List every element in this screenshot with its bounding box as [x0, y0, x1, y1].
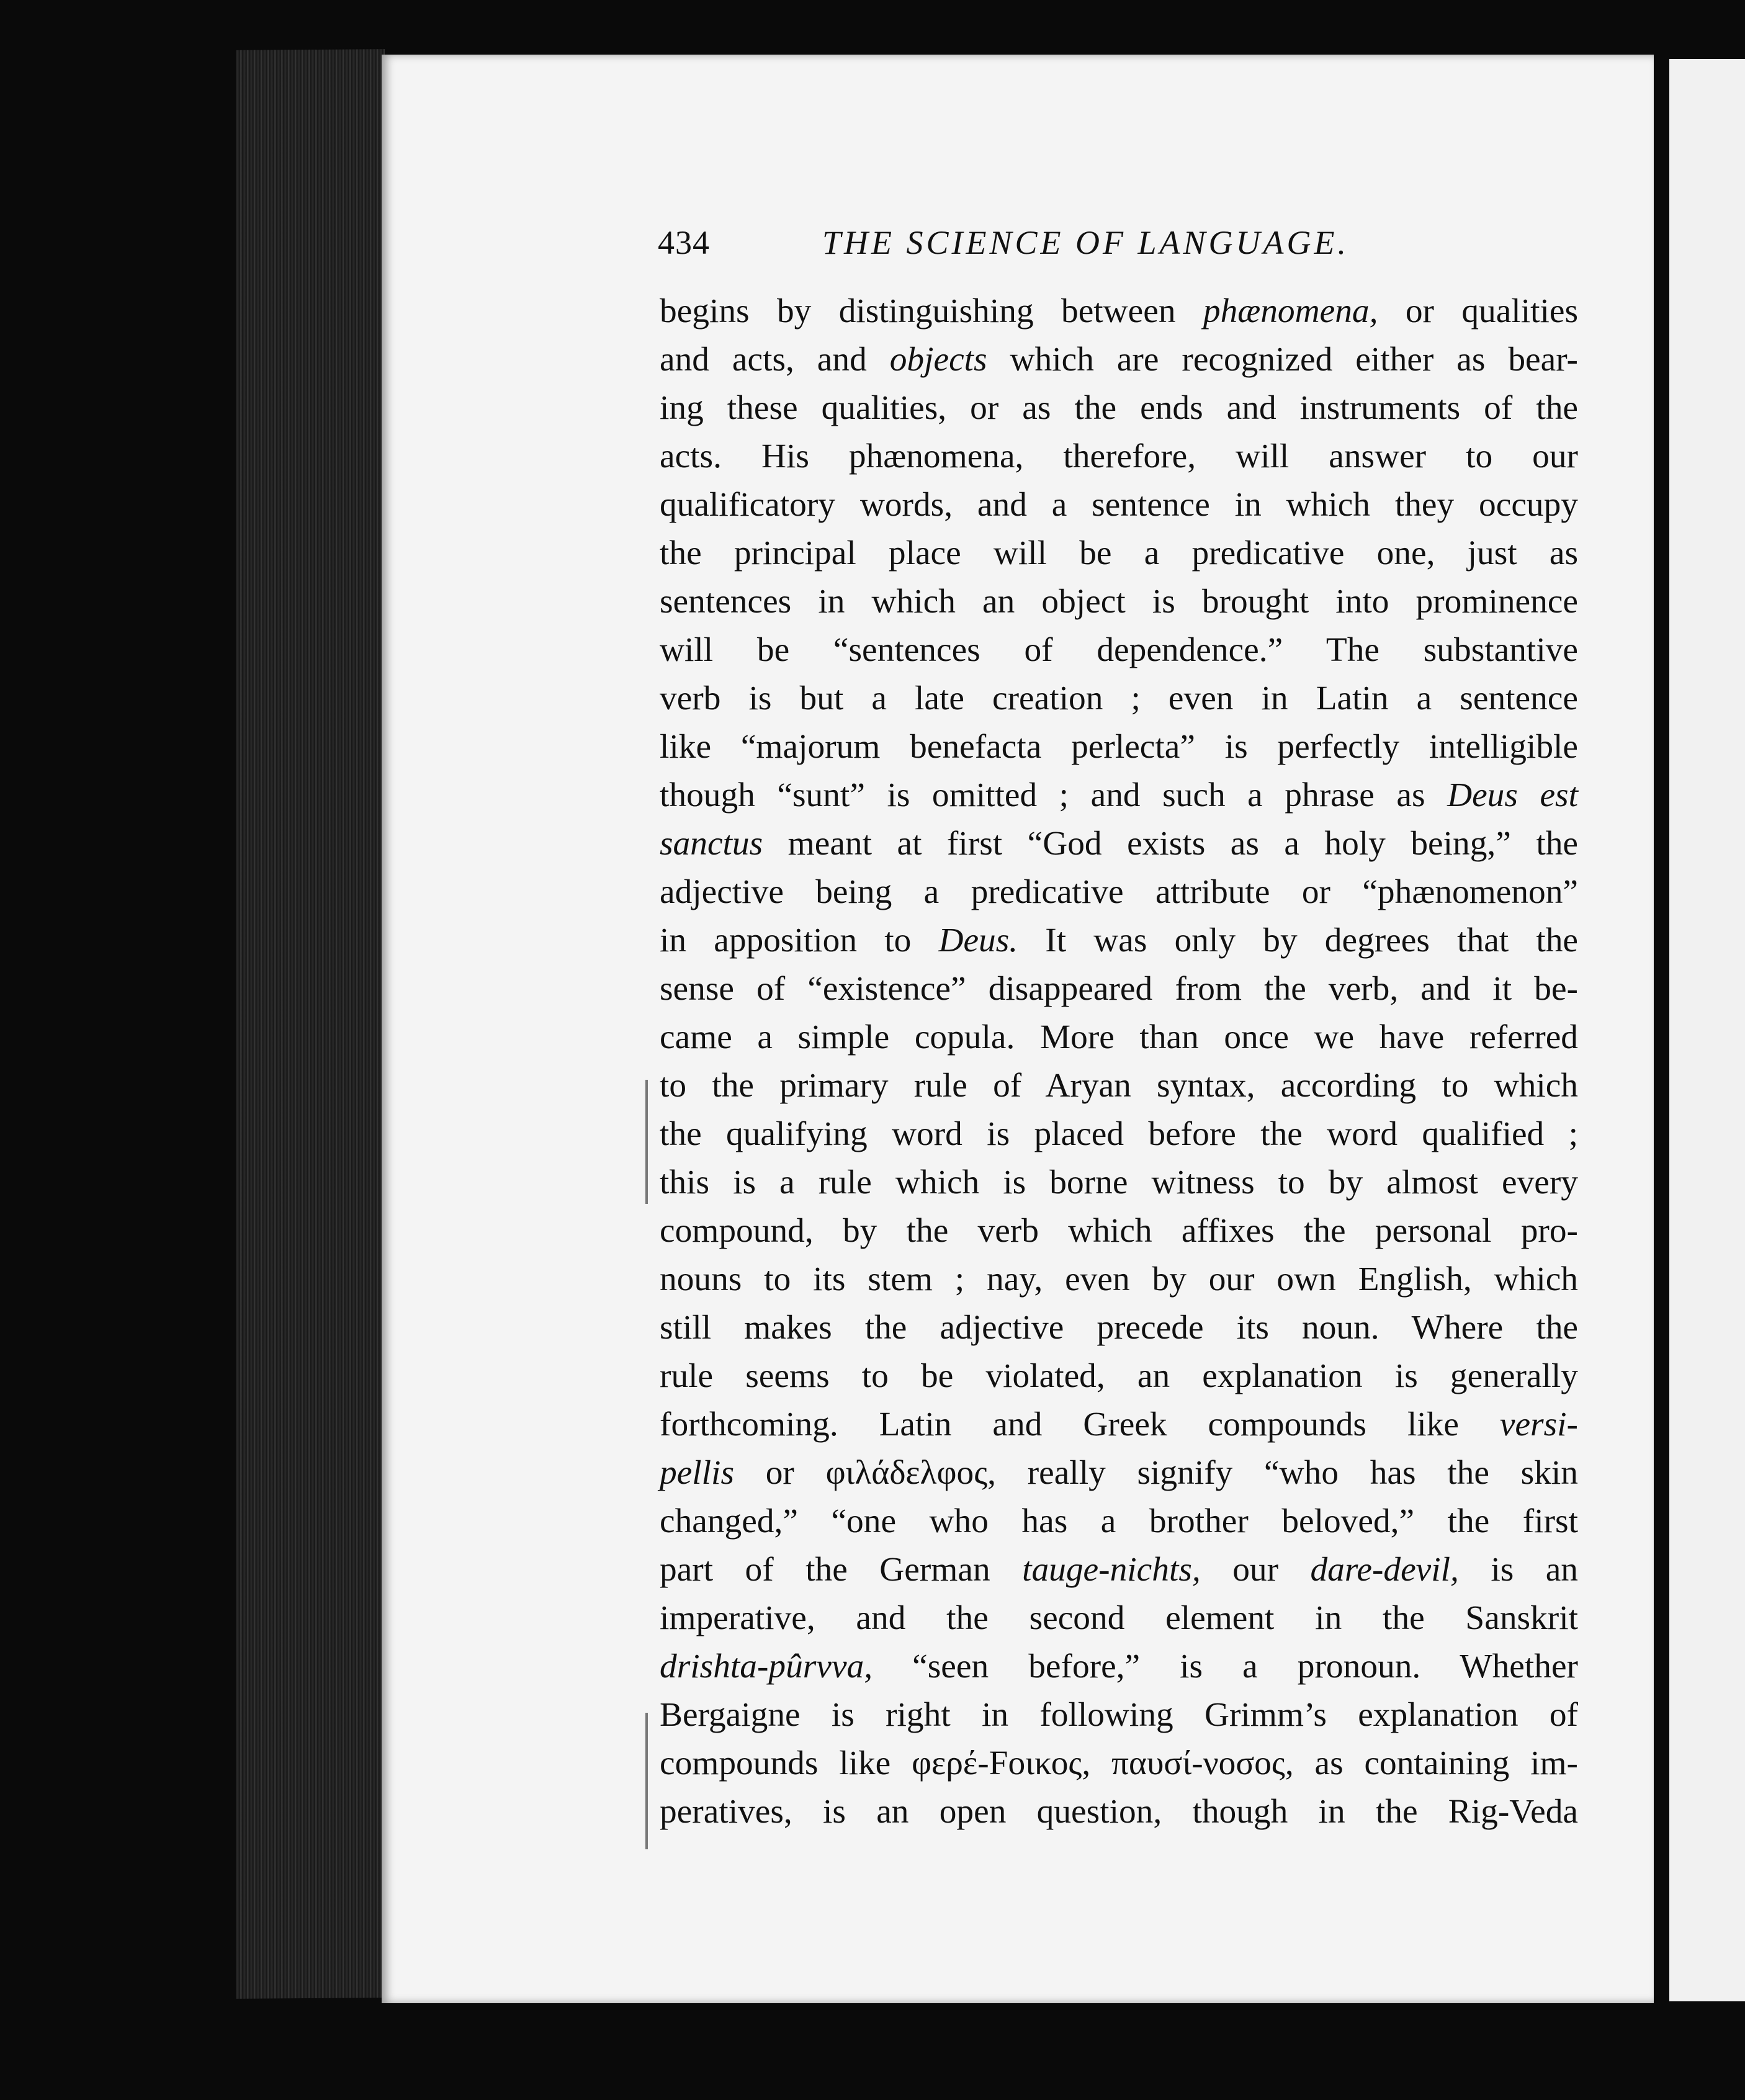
body-text: [660, 287, 1578, 1836]
italic-text: versi-: [1499, 1405, 1578, 1443]
text-run: our: [1200, 1550, 1311, 1588]
text-run: qualificatory words, and a sentence in which they occupy: [660, 485, 1578, 523]
text-line: [660, 1206, 1578, 1255]
text-line: [660, 1545, 1578, 1594]
text-line: [660, 1352, 1578, 1400]
text-line: [660, 287, 1578, 335]
text-line: [660, 577, 1578, 626]
text-line: [660, 722, 1578, 771]
text-run: changed,” “one who has a brother beloved,” the first: [660, 1502, 1578, 1540]
text-run: meant at first “God exists as a holy being,” the: [763, 824, 1578, 862]
text-line: [660, 480, 1578, 529]
text-run: like “majorum benefacta perlecta” is perfectly intelligible: [660, 727, 1578, 765]
text-line: [660, 674, 1578, 722]
text-line: [660, 771, 1578, 819]
text-line: [660, 1110, 1578, 1158]
running-head: [658, 223, 1576, 273]
text-run: begins by distinguishing between: [660, 292, 1203, 330]
text-line: [660, 1497, 1578, 1545]
text-line: [660, 1642, 1578, 1690]
text-run: to the primary rule of Aryan syntax, according to which: [660, 1066, 1578, 1104]
text-run: “seen before,” is a pronoun. Whether: [872, 1647, 1578, 1685]
italic-text: Deus.: [938, 921, 1018, 959]
text-line: [660, 916, 1578, 964]
text-run: which are recognized either as bear-: [987, 340, 1578, 378]
text-run: the principal place will be a predicative one, just as: [660, 534, 1578, 572]
text-line: [660, 1448, 1578, 1497]
margin-pencil-mark: [645, 1080, 648, 1204]
text-run: the qualifying word is placed before the word qualified ;: [660, 1115, 1578, 1152]
text-line: [660, 819, 1578, 868]
text-run: is an: [1458, 1550, 1578, 1588]
text-line: [660, 529, 1578, 577]
text-run: part of the German: [660, 1550, 1023, 1588]
text-line: [660, 1400, 1578, 1448]
text-line: [660, 1594, 1578, 1642]
italic-text: sanctus: [660, 824, 763, 862]
text-line: [660, 626, 1578, 674]
text-run: in apposition to: [660, 921, 939, 959]
text-line: [660, 868, 1578, 916]
text-run: verb is but a late creation ; even in Latin a sentence: [660, 679, 1578, 717]
running-title: THE SCIENCE OF LANGUAGE.: [822, 224, 1349, 261]
text-line: [660, 335, 1578, 384]
text-line: [660, 1303, 1578, 1352]
italic-text: objects: [889, 340, 987, 378]
book-page-edges: [236, 49, 385, 1999]
text-line: [660, 1061, 1578, 1110]
page-number: 434: [658, 224, 710, 261]
text-run: nouns to its stem ; nay, even by our own English, which: [660, 1260, 1578, 1298]
text-run: this is a rule which is borne witness to by almost every: [660, 1163, 1578, 1201]
text-run: or φιλάδελφος, really signify “who has the skin: [734, 1453, 1578, 1491]
text-run: and acts, and: [660, 340, 890, 378]
text-run: compounds like φερέ-Fοικος, παυσί-νοσος, as containing im-: [660, 1744, 1578, 1782]
text-line: [660, 384, 1578, 432]
text-line: [660, 1739, 1578, 1787]
text-line: [660, 1690, 1578, 1739]
text-run: rule seems to be violated, an explanation is generally: [660, 1357, 1578, 1394]
text-run: imperative, and the second element in the Sanskrit: [660, 1599, 1578, 1636]
text-run: will be “sentences of dependence.” The substantive: [660, 630, 1578, 668]
text-run: forthcoming. Latin and Greek compounds like: [660, 1405, 1500, 1443]
text-run: sense of “existence” disappeared from the verb, and it be-: [660, 969, 1578, 1007]
text-line: [660, 1255, 1578, 1303]
text-run: or qualities: [1378, 292, 1578, 330]
adjacent-page-edge: [1669, 59, 1745, 2001]
text-line: [660, 1013, 1578, 1061]
text-line: [660, 432, 1578, 480]
text-run: peratives, is an open question, though in the Rig-Veda: [660, 1792, 1578, 1830]
text-line: [660, 964, 1578, 1013]
text-line: [660, 1158, 1578, 1206]
text-run: It was only by degrees that the: [1018, 921, 1579, 959]
italic-text: phænomena,: [1203, 292, 1378, 330]
text-run: though “sunt” is omitted ; and such a phrase as: [660, 776, 1448, 814]
text-run: compound, by the verb which affixes the personal pro-: [660, 1211, 1578, 1249]
text-run: Bergaigne is right in following Grimm’s explanation of: [660, 1695, 1578, 1733]
italic-text: dare-devil,: [1310, 1550, 1459, 1588]
text-run: sentences in which an object is brought into prominence: [660, 582, 1578, 620]
text-run: adjective being a predicative attribute or “phænomenon”: [660, 873, 1578, 910]
italic-text: Deus est: [1447, 776, 1578, 814]
italic-text: tauge-nichts,: [1022, 1550, 1201, 1588]
italic-text: drishta-pûrvva,: [660, 1647, 873, 1685]
margin-pencil-mark: [645, 1713, 648, 1849]
text-run: acts. His phænomena, therefore, will answer to our: [660, 437, 1578, 475]
text-run: ing these qualities, or as the ends and instruments of the: [660, 388, 1578, 426]
text-run: came a simple copula. More than once we have referred: [660, 1018, 1578, 1056]
italic-text: pellis: [660, 1453, 735, 1491]
text-run: still makes the adjective precede its noun. Where the: [660, 1308, 1578, 1346]
text-line: [660, 1787, 1578, 1836]
